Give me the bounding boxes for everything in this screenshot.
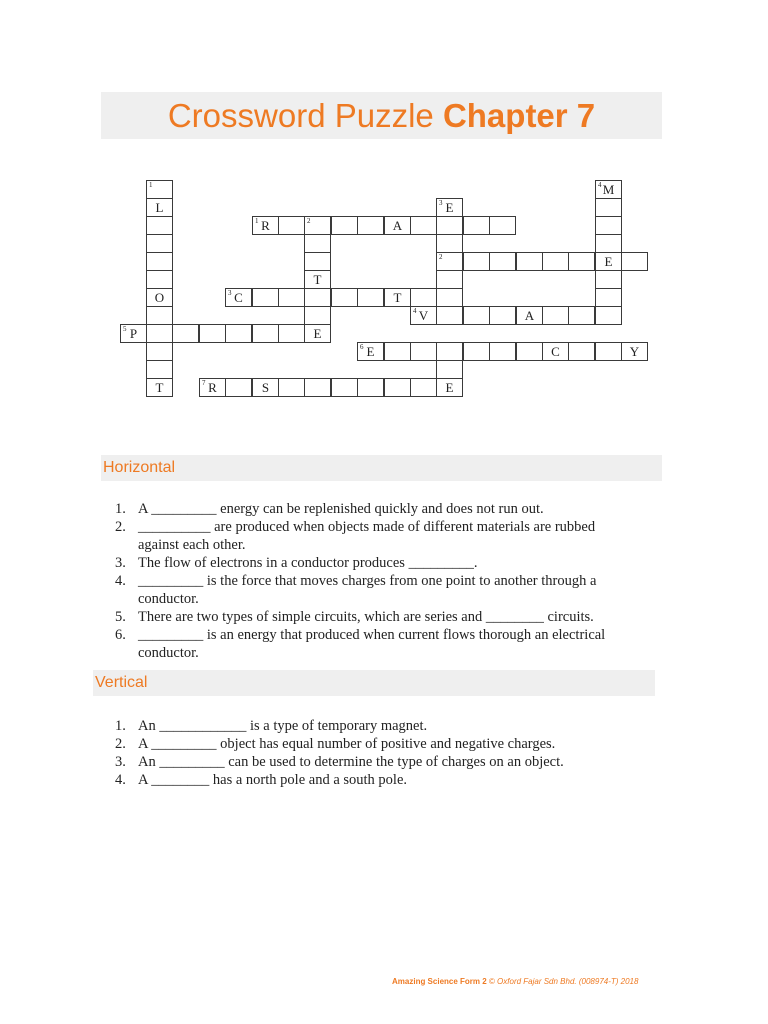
crossword-cell[interactable] — [542, 252, 569, 271]
crossword-cell[interactable] — [357, 342, 384, 361]
cell-letter: T — [155, 380, 164, 395]
cell-letter: E — [445, 380, 454, 395]
crossword-cell[interactable] — [489, 216, 516, 235]
title-prefix: Crossword Puzzle — [167, 97, 434, 134]
clue-item: 3. The flow of electrons in a conductor produces _________. — [115, 555, 478, 571]
vertical-heading-text: Vertical — [95, 674, 148, 691]
clue-item: 4. A ________ has a north pole and a south pole. — [115, 772, 408, 788]
crossword-cell[interactable] — [516, 306, 543, 325]
crossword-cell[interactable] — [595, 234, 622, 253]
footer-credit — [392, 977, 682, 986]
crossword-cell[interactable] — [595, 252, 622, 271]
crossword-cell[interactable] — [252, 216, 279, 235]
crossword-cell[interactable] — [436, 288, 463, 307]
crossword-cell[interactable] — [568, 252, 595, 271]
crossword-cell[interactable] — [568, 342, 595, 361]
crossword-cell[interactable] — [463, 252, 490, 271]
cell-number: 4 — [413, 307, 417, 315]
crossword-cell[interactable] — [225, 288, 252, 307]
crossword-cell[interactable] — [252, 378, 279, 397]
crossword-cell[interactable] — [146, 360, 173, 379]
crossword-cell[interactable] — [199, 378, 226, 397]
crossword-cell[interactable] — [436, 306, 463, 325]
cell-letter: E — [313, 326, 322, 341]
crossword-cell[interactable] — [436, 360, 463, 379]
cell-letter: T — [393, 290, 402, 305]
crossword-cell[interactable] — [278, 378, 305, 397]
cell-number: 5 — [123, 325, 127, 333]
crossword-cell[interactable] — [304, 306, 331, 325]
crossword-cell[interactable] — [595, 198, 622, 217]
footer-publisher: © Oxford Fajar Sdn Bhd. (008974-T) 2018 — [486, 977, 639, 986]
crossword-cell[interactable] — [278, 324, 305, 343]
crossword-cell[interactable] — [410, 378, 437, 397]
clue-item: 1. A _________ energy can be replenished quickly and does not run out. — [115, 501, 544, 517]
crossword-cell[interactable] — [436, 216, 463, 235]
footer-book: Amazing Science Form 2 — [392, 977, 487, 986]
cell-letter: T — [313, 272, 322, 287]
crossword-cell[interactable] — [146, 216, 173, 235]
crossword-cell[interactable] — [357, 288, 384, 307]
crossword-cell[interactable] — [489, 252, 516, 271]
crossword-cell[interactable] — [146, 324, 173, 343]
cell-number: 3 — [228, 289, 232, 297]
cell-letter: M — [602, 182, 615, 197]
cell-letter: S — [261, 380, 270, 395]
vertical-clue-list — [101, 717, 681, 789]
cell-number: 2 — [439, 253, 443, 261]
crossword-cell[interactable] — [595, 306, 622, 325]
crossword-cell[interactable] — [463, 216, 490, 235]
cell-letter: R — [261, 218, 270, 233]
crossword-cell[interactable] — [516, 342, 543, 361]
clue-item: 2. __________ are produced when objects made of different materials are rubbed — [115, 519, 596, 535]
clue-item: 6. _________ is an energy that produced when current flows thorough an electrical — [115, 627, 606, 643]
horizontal-clue-list — [101, 500, 681, 662]
cell-letter: C — [551, 344, 560, 359]
crossword-cell[interactable] — [595, 270, 622, 289]
crossword-cell[interactable] — [304, 288, 331, 307]
crossword-cell[interactable] — [384, 216, 411, 235]
crossword-cell[interactable] — [621, 342, 648, 361]
crossword-cell[interactable] — [436, 234, 463, 253]
clue-item: 2. A _________ object has equal number of positive and negative charges. — [115, 736, 556, 752]
crossword-cell[interactable] — [410, 288, 437, 307]
crossword-cell[interactable] — [331, 216, 358, 235]
cell-letter: L — [155, 200, 164, 215]
crossword-cell[interactable] — [436, 198, 463, 217]
crossword-cell[interactable] — [436, 378, 463, 397]
crossword-cell[interactable] — [146, 306, 173, 325]
crossword-cell[interactable] — [436, 342, 463, 361]
crossword-cell[interactable] — [331, 378, 358, 397]
cell-letter: V — [418, 308, 429, 323]
crossword-grid — [0, 0, 768, 430]
crossword-cell[interactable] — [304, 252, 331, 271]
cell-number: 2 — [307, 217, 311, 225]
crossword-cell[interactable] — [436, 252, 463, 271]
crossword-cell[interactable] — [357, 216, 384, 235]
cell-number: 7 — [202, 379, 206, 387]
crossword-cell[interactable] — [410, 216, 437, 235]
crossword-cell[interactable] — [436, 270, 463, 289]
crossword-cell[interactable] — [146, 342, 173, 361]
clue-item: conductor. — [138, 645, 199, 661]
crossword-cell[interactable] — [252, 324, 279, 343]
clue-item: 5. There are two types of simple circuits, which are series and ________ circuits. — [115, 609, 594, 625]
cell-letter: C — [234, 290, 243, 305]
crossword-cell[interactable] — [384, 378, 411, 397]
crossword-cell[interactable] — [252, 288, 279, 307]
crossword-cell[interactable] — [542, 342, 569, 361]
clue-item: 4. _________ is the force that moves charges from one point to another through a — [115, 573, 597, 589]
crossword-cell[interactable] — [621, 252, 648, 271]
vertical-heading — [93, 670, 655, 696]
title-chapter: Chapter 7 — [442, 97, 596, 134]
cell-number: 1 — [149, 181, 153, 189]
cell-number: 4 — [598, 181, 602, 189]
crossword-cell[interactable] — [146, 288, 173, 307]
crossword-cell[interactable] — [120, 324, 147, 343]
crossword-cell[interactable] — [384, 342, 411, 361]
crossword-cell[interactable] — [410, 342, 437, 361]
crossword-cell[interactable] — [595, 180, 622, 199]
crossword-cell[interactable] — [304, 324, 331, 343]
crossword-cell[interactable] — [304, 216, 331, 235]
crossword-cell[interactable] — [304, 234, 331, 253]
crossword-cell[interactable] — [225, 378, 252, 397]
crossword-cell[interactable] — [331, 288, 358, 307]
crossword-cell[interactable] — [199, 324, 226, 343]
crossword-cell[interactable] — [595, 288, 622, 307]
cell-letter: P — [129, 326, 138, 341]
crossword-cell[interactable] — [146, 198, 173, 217]
crossword-cell[interactable] — [146, 180, 173, 199]
clue-item: 3. An _________ can be used to determine the type of charges on an object. — [115, 754, 564, 770]
crossword-cell[interactable] — [489, 342, 516, 361]
crossword-cell[interactable] — [146, 252, 173, 271]
crossword-cell[interactable] — [595, 342, 622, 361]
cell-number: 1 — [255, 217, 259, 225]
cell-letter: O — [154, 290, 165, 305]
cell-number: 6 — [360, 343, 364, 351]
crossword-cell[interactable] — [489, 306, 516, 325]
crossword-cell[interactable] — [595, 216, 622, 235]
crossword-cell[interactable] — [172, 324, 199, 343]
crossword-cell[interactable] — [304, 270, 331, 289]
crossword-cell[interactable] — [542, 306, 569, 325]
cell-number: 3 — [439, 199, 443, 207]
crossword-cell[interactable] — [357, 378, 384, 397]
clue-item: conductor. — [138, 591, 199, 607]
cell-letter: Y — [629, 344, 640, 359]
crossword-cell[interactable] — [278, 216, 305, 235]
crossword-cell[interactable] — [463, 342, 490, 361]
cell-letter: E — [366, 344, 375, 359]
cell-letter: A — [524, 308, 535, 323]
crossword-cell[interactable] — [516, 252, 543, 271]
crossword-cell[interactable] — [146, 378, 173, 397]
crossword-cell[interactable] — [146, 270, 173, 289]
crossword-cell[interactable] — [146, 234, 173, 253]
cell-letter: R — [208, 380, 217, 395]
crossword-cell[interactable] — [225, 324, 252, 343]
crossword-cell[interactable] — [304, 378, 331, 397]
crossword-cell[interactable] — [410, 306, 437, 325]
clue-item: against each other. — [138, 537, 246, 553]
cell-letter: A — [392, 218, 403, 233]
horizontal-heading-text: Horizontal — [103, 459, 176, 476]
horizontal-heading — [101, 455, 662, 481]
crossword-cell[interactable] — [568, 306, 595, 325]
cell-letter: E — [445, 200, 454, 215]
crossword-cell[interactable] — [384, 288, 411, 307]
crossword-cell[interactable] — [278, 288, 305, 307]
crossword-cell[interactable] — [463, 306, 490, 325]
clue-item: 1. An ____________ is a type of temporary magnet. — [115, 718, 428, 734]
cell-letter: E — [604, 254, 613, 269]
